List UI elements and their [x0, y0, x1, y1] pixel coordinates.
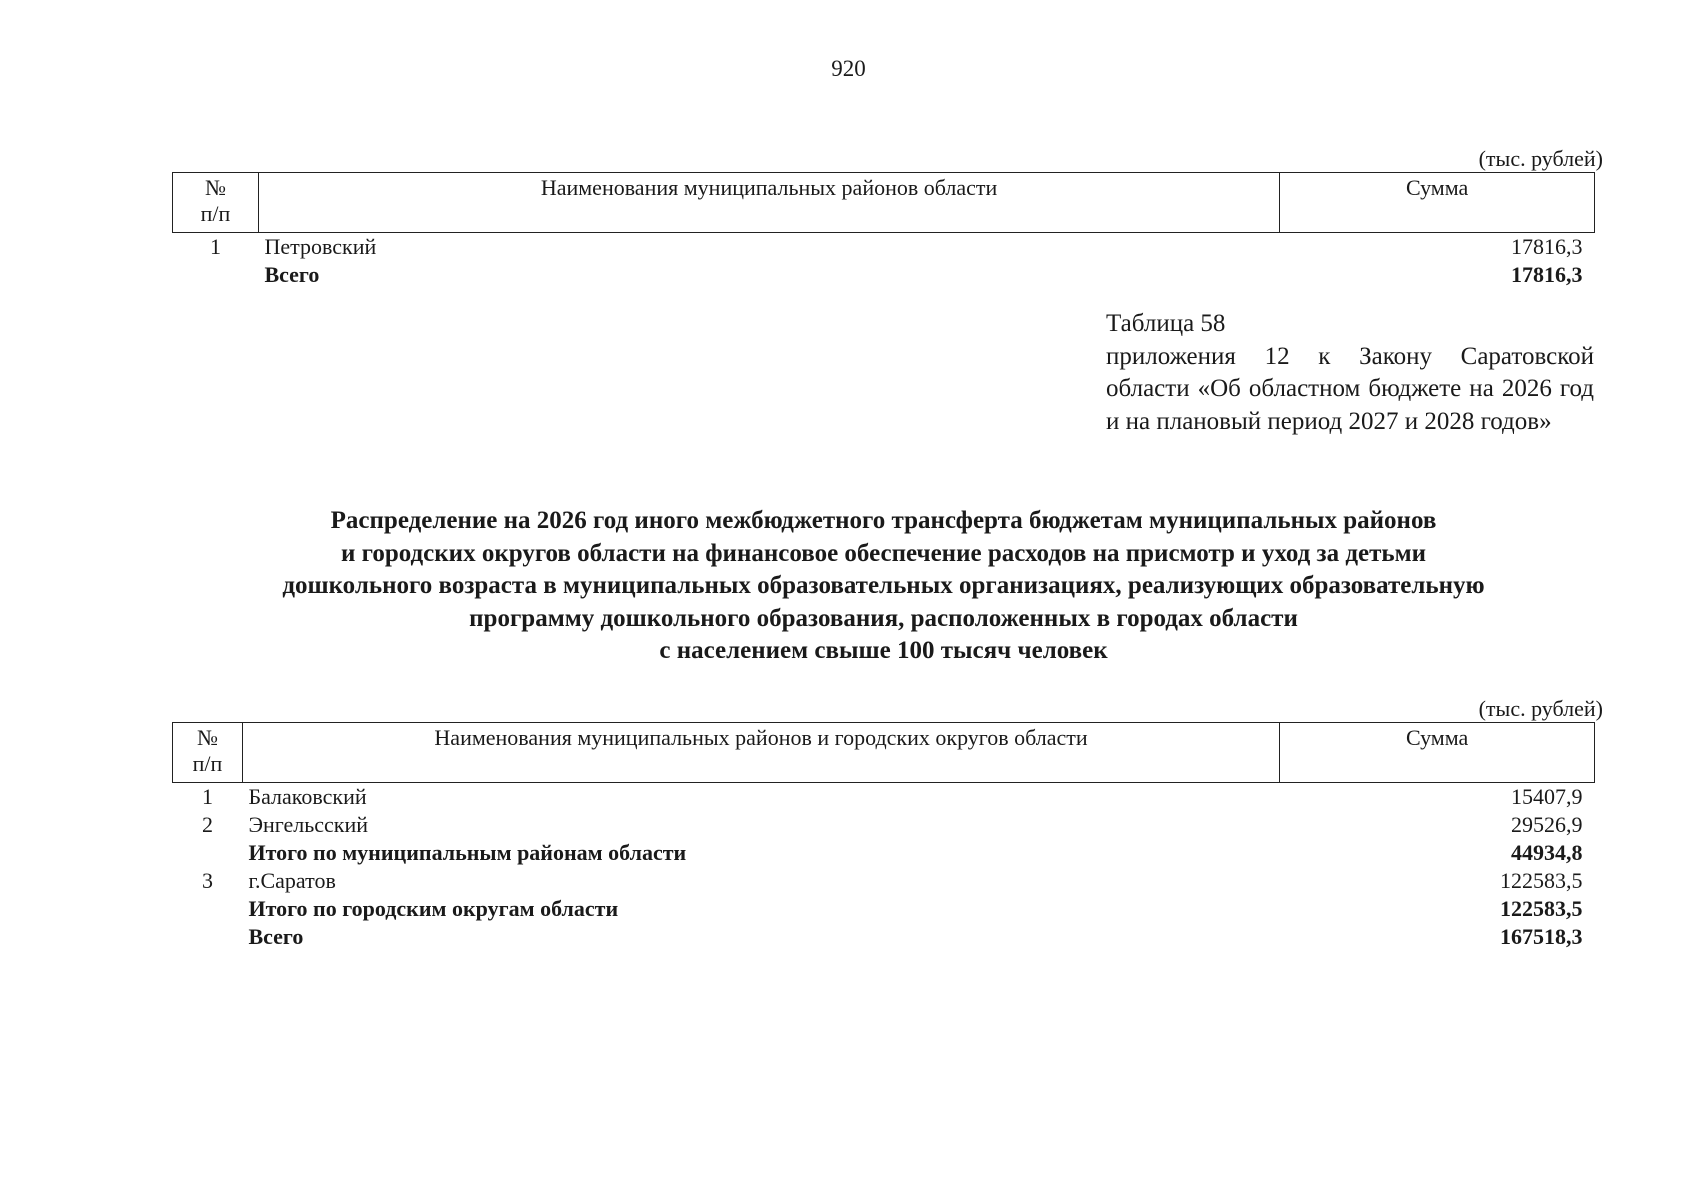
row-name: Всего	[248, 923, 304, 949]
row-number: 2	[201, 811, 213, 837]
total-row	[173, 923, 1595, 951]
row-name: Итого по городским округам области	[248, 895, 619, 921]
heading-line: и городских округов области на финансовое обеспечение расходов на присмотр и уход за детьми	[340, 539, 1427, 567]
table1	[172, 172, 1595, 289]
table1-header-num	[173, 173, 259, 233]
header-num-line1: №	[204, 175, 226, 200]
table1-body	[173, 232, 1595, 289]
row-name: Всего	[264, 261, 320, 287]
table-row	[173, 232, 1595, 261]
table2-header-sum: Сумма	[1280, 723, 1595, 783]
table1-header-sum: Сумма	[1280, 173, 1595, 233]
total-row	[173, 261, 1595, 289]
row-sum: 29526,9	[1511, 811, 1583, 837]
row-number	[173, 839, 243, 867]
row-number	[173, 261, 259, 289]
table2	[172, 722, 1595, 951]
row-sum: 167518,3	[1500, 923, 1583, 949]
total-row	[173, 839, 1595, 867]
row-name: Энгельсский	[248, 811, 369, 837]
row-name: Итого по муниципальным районам области	[248, 839, 687, 865]
row-number	[173, 895, 243, 923]
document-heading	[172, 505, 1595, 668]
row-number: 1	[209, 233, 221, 259]
table2-header-num	[173, 723, 243, 783]
table1-unit: (тыс. рублей)	[1478, 146, 1603, 171]
total-row	[173, 895, 1595, 923]
heading-line: программу дошкольного образования, расположенных в городах области	[469, 604, 1298, 632]
row-sum: 122583,5	[1500, 867, 1583, 893]
header-num-line2: п/п	[192, 751, 223, 777]
row-name: Петровский	[264, 233, 377, 259]
header-num-line2: п/п	[200, 201, 231, 227]
table2-unit: (тыс. рублей)	[1478, 696, 1603, 721]
table2-header-name: Наименования муниципальных районов и городских округов области	[242, 723, 1279, 783]
row-number: 1	[201, 783, 213, 809]
appendix-text: приложения 12 к Закону Саратовской области «Об областном бюджете на 2026 год и на плановый период 2027 и 2028 годов»	[1106, 342, 1594, 435]
table-label: Таблица 58	[1106, 310, 1226, 337]
heading-line: с населением свыше 100 тысяч человек	[659, 637, 1108, 664]
row-sum: 17816,3	[1511, 261, 1583, 287]
row-name: Балаковский	[248, 783, 367, 809]
row-sum: 44934,8	[1511, 839, 1583, 865]
table-row	[173, 867, 1595, 895]
header-num-line1: №	[196, 725, 218, 750]
heading-line: дошкольного возраста в муниципальных образовательных организациях, реализующих образовательную	[282, 572, 1485, 599]
row-number: 3	[201, 867, 213, 893]
heading-line: Распределение на 2026 год иного межбюджетного трансферта бюджетам муниципальных районов	[330, 507, 1437, 534]
page-number: 920	[831, 56, 866, 81]
table-row	[173, 811, 1595, 839]
row-number	[173, 923, 243, 951]
table1-header-name: Наименования муниципальных районов области	[258, 173, 1279, 233]
row-sum: 15407,9	[1511, 783, 1583, 809]
table2-header-row	[173, 723, 1595, 783]
row-sum: 122583,5	[1500, 895, 1583, 921]
table2-body	[173, 782, 1595, 951]
row-name: г.Саратов	[248, 867, 336, 893]
row-sum: 17816,3	[1511, 233, 1583, 259]
appendix-reference	[1106, 308, 1594, 438]
table-row	[173, 782, 1595, 811]
table1-header-row	[173, 173, 1595, 233]
